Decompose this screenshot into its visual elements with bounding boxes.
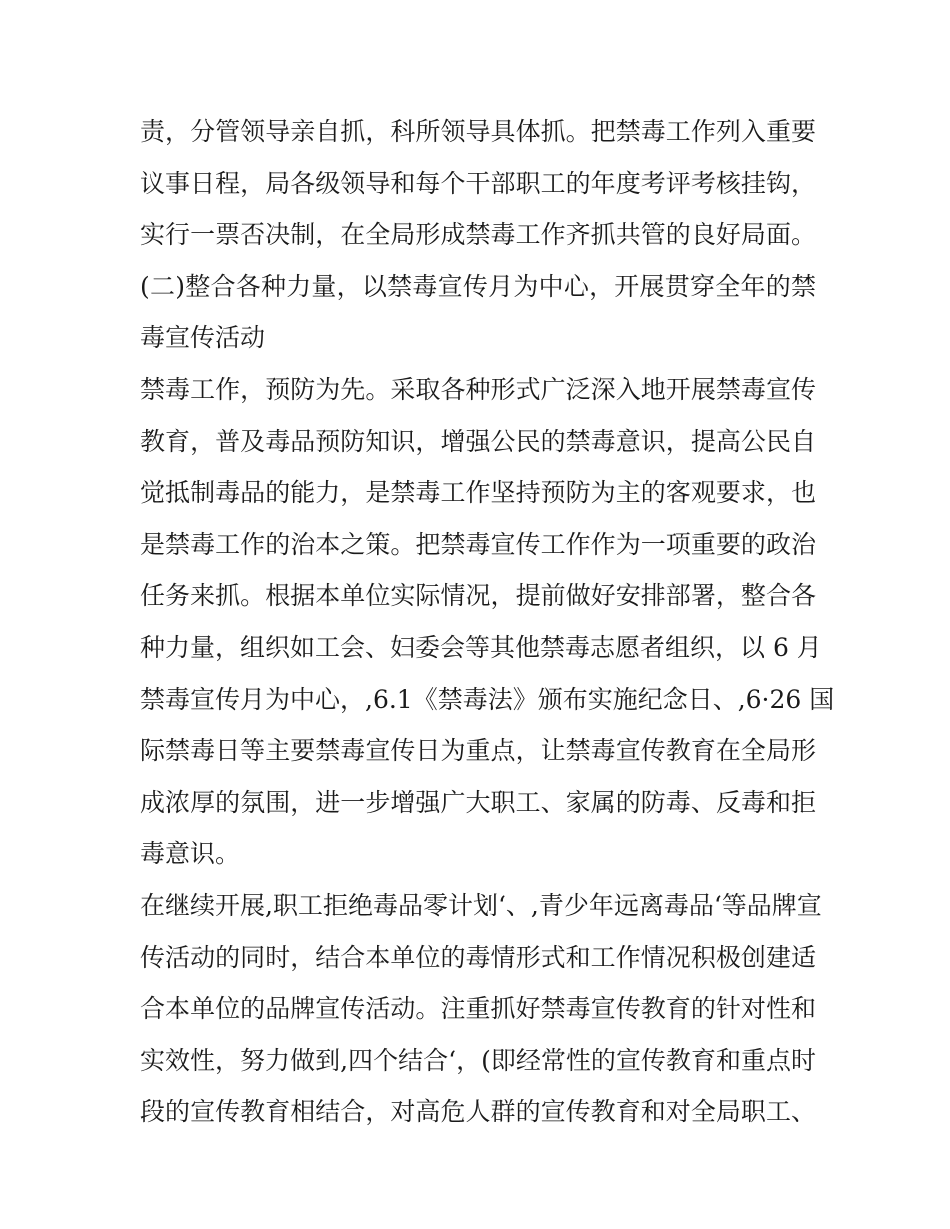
text-line: 教育，普及毒品预防知识，增强公民的禁毒意识，提高公民自 — [140, 426, 816, 456]
text-line: 禁毒工作，预防为先。采取各种形式广泛深入地开展禁毒宣传 — [140, 374, 816, 404]
text-line: 际禁毒日等主要禁毒宣传日为重点，让禁毒宣传教育在全局形 — [140, 736, 816, 766]
text-line: 禁毒宣传月为中心，,6.1《禁毒法》颁布实施纪念日、,6·26 国 — [140, 684, 835, 714]
text-line: 传活动的同时，结合本单位的毒情形式和工作情况积极创建适 — [140, 942, 816, 972]
text-line: 实行一票否决制，在全局形成禁毒工作齐抓共管的良好局面。 — [140, 220, 816, 250]
text-line: 合本单位的品牌宣传活动。注重抓好禁毒宣传教育的针对性和 — [140, 994, 816, 1024]
text-line: 觉抵制毒品的能力，是禁毒工作坚持预防为主的客观要求，也 — [140, 478, 816, 508]
text-line: 成浓厚的氛围，进一步增强广大职工、家属的防毒、反毒和拒 — [140, 787, 816, 817]
text-line: 毒意识。 — [140, 839, 241, 869]
section-heading-line: (二)整合各种力量，以禁毒宣传月为中心，开展贯穿全年的禁 — [140, 271, 816, 301]
text-line: 在继续开展,职工拒绝毒品零计划‘、,青少年远离毒品‘等品牌宣 — [140, 890, 822, 920]
text-line: 实效性，努力做到,四个结合‘，(即经常性的宣传教育和重点时 — [140, 1045, 816, 1075]
text-line: 段的宣传教育相结合，对高危人群的宣传教育和对全局职工、 — [140, 1097, 816, 1127]
text-line: 任务来抓。根据本单位实际情况，提前做好安排部署，整合各 — [140, 581, 816, 611]
text-line: 责，分管领导亲自抓，科所领导具体抓。把禁毒工作列入重要 — [140, 117, 816, 146]
body-text — [140, 106, 835, 1138]
text-line: 议事日程，局各级领导和每个干部职工的年度考评考核挂钩， — [140, 168, 816, 198]
text-line: 种力量，组织如工会、妇委会等其他禁毒志愿者组织，以 6 月 — [140, 632, 822, 662]
section-heading-line: 毒宣传活动 — [140, 323, 266, 353]
text-line: 是禁毒工作的治本之策。把禁毒宣传工作作为一项重要的政治 — [140, 529, 816, 559]
